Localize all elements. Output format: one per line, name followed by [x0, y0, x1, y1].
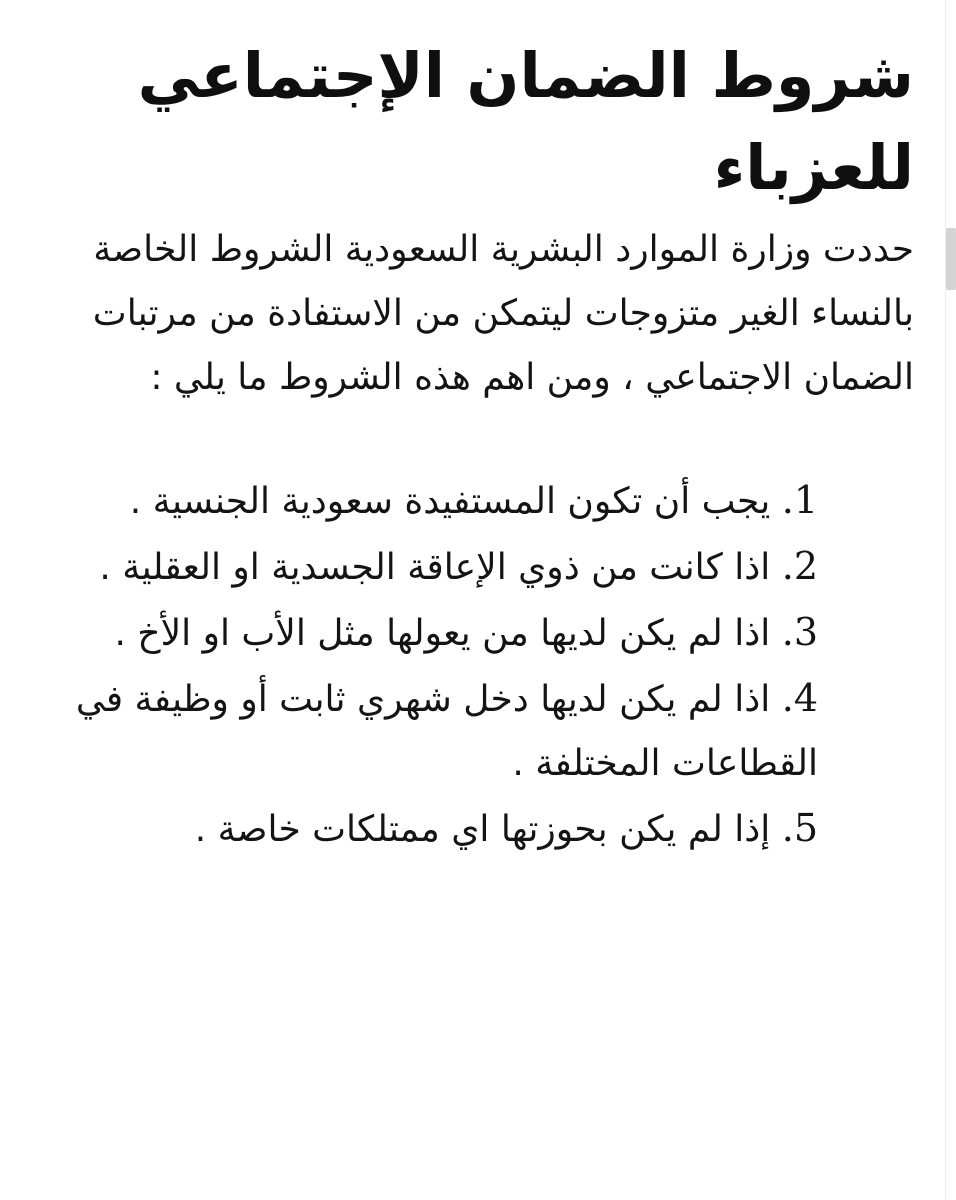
item-text: يجب أن تكون المستفيدة سعودية الجنسية .	[129, 481, 771, 522]
intro-paragraph: حددت وزارة الموارد البشرية السعودية الشروط الخاصة بالنساء الغير متزوجات ليتمكن من الاستفادة من مرتبات الضمان الاجتماعي ، ومن اهم هذه الشروط ما يلي :	[92, 229, 914, 398]
item-text: اذا لم يكن لديها دخل شهري ثابت أو وظيفة في القطاعات المختلفة .	[75, 679, 818, 784]
scrollbar-thumb[interactable]	[946, 228, 956, 290]
item-number: 2.	[781, 544, 818, 588]
item-text: إذا لم يكن بحوزتها اي ممتلكات خاصة .	[194, 809, 771, 850]
divider	[945, 0, 946, 1200]
item-number: 4.	[781, 676, 818, 720]
list-item	[18, 534, 818, 600]
list-item	[18, 796, 818, 862]
article-body	[34, 30, 914, 862]
item-number: 1.	[781, 478, 818, 522]
list-item	[18, 600, 818, 666]
item-text: اذا كانت من ذوي الإعاقة الجسدية او العقلية .	[99, 547, 771, 588]
list-item	[18, 468, 818, 534]
list-item	[18, 666, 818, 796]
item-number: 3.	[781, 610, 818, 654]
item-text: اذا لم يكن لديها من يعولها مثل الأب او الأخ .	[114, 613, 771, 654]
item-number: 5.	[781, 806, 818, 850]
page-title: شروط الضمان الإجتماعي للعزباء	[137, 39, 914, 204]
conditions-list	[18, 468, 818, 862]
